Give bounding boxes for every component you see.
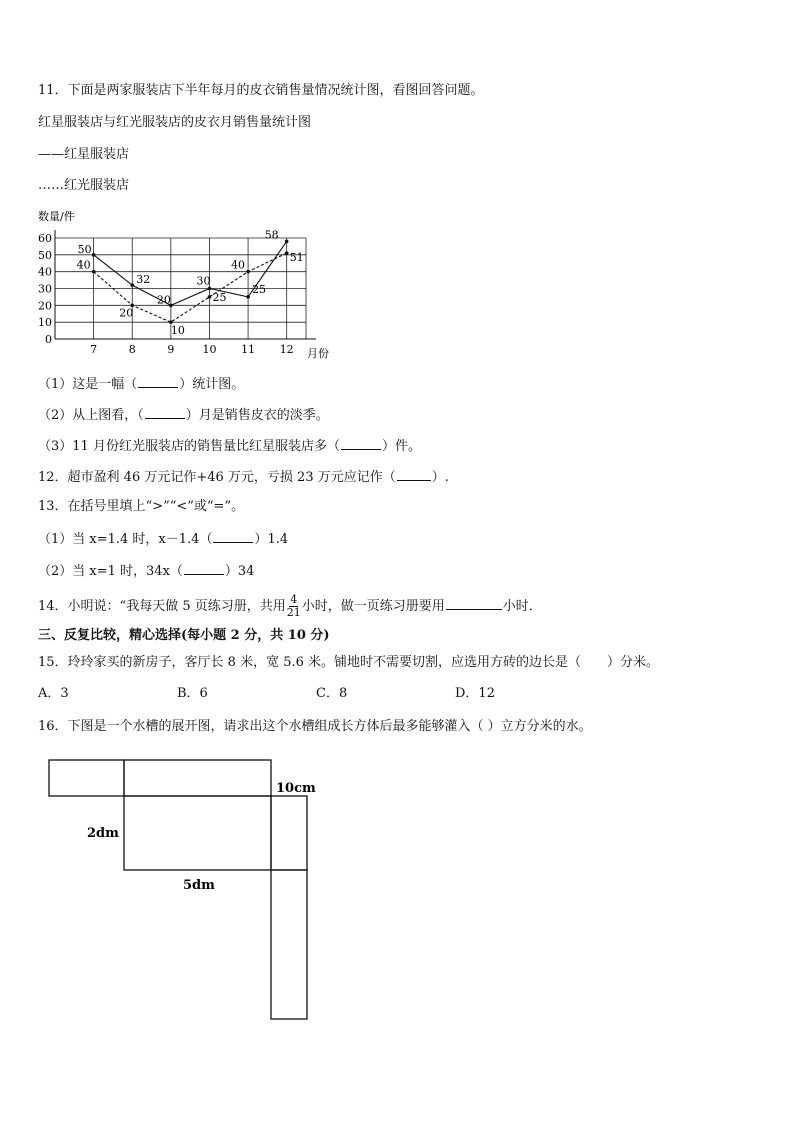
x-tick-label: 12 xyxy=(279,343,294,356)
option-b[interactable]: B．6 xyxy=(177,686,208,701)
q11-sub3-post: ）件。 xyxy=(381,439,421,454)
y-tick-label: 0 xyxy=(45,333,52,346)
data-label: 58 xyxy=(264,228,279,242)
line-chart xyxy=(36,206,346,362)
data-point xyxy=(92,253,96,257)
data-label: 51 xyxy=(289,251,304,265)
legend-dotted: ……红光服装店 xyxy=(38,178,130,193)
q11-sub2-pre: （2）从上图看，（ xyxy=(38,408,144,423)
data-point xyxy=(246,270,250,274)
answer-blank[interactable] xyxy=(184,561,224,575)
q15-options xyxy=(38,685,594,703)
answer-blank[interactable] xyxy=(145,405,185,419)
q12 xyxy=(38,467,449,487)
answer-blank[interactable] xyxy=(446,596,502,610)
x-axis-label: 月份 xyxy=(307,347,329,360)
y-tick-label: 30 xyxy=(38,282,52,296)
data-point xyxy=(285,240,289,244)
x-tick-label: 8 xyxy=(128,343,136,356)
q14-mid: 小时，做一页练习册要用 xyxy=(301,599,445,614)
data-point xyxy=(130,283,134,287)
data-point xyxy=(92,270,96,274)
y-tick-label: 50 xyxy=(38,248,52,262)
section-title: 三、反复比较，精心选择(每小题 2 分，共 10 分) xyxy=(38,628,330,643)
y-tick-label: 20 xyxy=(38,299,52,313)
q11-sub1 xyxy=(38,374,244,394)
net-top-panel xyxy=(124,760,271,796)
x-tick-label: 11 xyxy=(241,343,256,356)
data-label: 25 xyxy=(212,290,227,304)
q11-sub1-pre: （1）这是一幅（ xyxy=(38,377,138,392)
net-base-panel xyxy=(124,796,271,870)
q11-sub2 xyxy=(38,405,329,425)
data-label: 50 xyxy=(77,242,92,256)
label-2dm: 2dm xyxy=(87,826,119,841)
data-label: 30 xyxy=(196,274,211,288)
x-tick-label: 9 xyxy=(167,343,175,356)
answer-blank[interactable] xyxy=(213,529,253,543)
data-point xyxy=(285,251,289,255)
data-label: 40 xyxy=(76,258,91,272)
data-label: 10 xyxy=(170,324,185,338)
chart-data-labels xyxy=(77,228,304,337)
data-point xyxy=(246,295,250,299)
y-axis-label: 数量/件 xyxy=(38,210,75,223)
net-right-panel xyxy=(271,796,307,870)
data-label: 25 xyxy=(252,282,267,296)
data-label: 20 xyxy=(119,306,134,320)
q11-sub1-post: ）统计图。 xyxy=(179,377,245,392)
q12-pre: 12．超市盈利 46 万元记作+46 万元，亏损 23 万元应记作（ xyxy=(38,470,396,485)
y-tick-label: 60 xyxy=(38,232,52,245)
x-tick-label: 7 xyxy=(90,343,98,356)
q11-sub3 xyxy=(38,436,421,456)
option-d[interactable]: D．12 xyxy=(455,686,495,701)
data-point xyxy=(208,295,212,299)
y-tick-label: 10 xyxy=(38,316,52,330)
q13-sub2-pre: （2）当 x=1 时，34x（ xyxy=(38,564,183,579)
fraction-denominator: 21 xyxy=(286,606,301,619)
label-10cm: 10cm xyxy=(276,781,316,796)
chart-title: 红星服装店与红光服装店的皮衣月销售量统计图 xyxy=(38,115,312,130)
net-bottom-panel xyxy=(271,870,307,1019)
q13-sub1-pre: （1）当 x=1.4 时，x－1.4（ xyxy=(38,532,213,547)
answer-blank[interactable] xyxy=(341,436,381,450)
legend-solid: ——红星服装店 xyxy=(38,147,130,162)
q14 xyxy=(38,592,542,622)
q13-sub2-post: ）34 xyxy=(224,564,255,579)
label-5dm: 5dm xyxy=(183,878,215,893)
q14-post: 小时． xyxy=(502,599,542,614)
q14-pre: 14．小明说：“我每天做 5 页练习册，共用 xyxy=(38,599,286,614)
water-tank-net-diagram xyxy=(44,755,334,1025)
q13-stem: 13．在括号里填上“>”“<”或“=”。 xyxy=(38,499,245,514)
q13-sub1-post: ）1.4 xyxy=(254,532,289,547)
q13-sub1 xyxy=(38,529,288,549)
q16-stem: 16．下图是一个水槽的展开图，请求出这个水槽组成长方体后最多能够灌入（ ）立方分米的水。 xyxy=(38,719,592,734)
q15-stem: 15．玲玲家买的新房子，客厅长 8 米，宽 5.6 米。铺地时不需要切割，应选用方砖的边长是（ ）分米。 xyxy=(38,655,660,670)
q11-stem: 11．下面是两家服装店下半年每月的皮衣销售量情况统计图，看图回答问题。 xyxy=(38,83,484,98)
data-label: 32 xyxy=(136,273,151,287)
x-tick-label: 10 xyxy=(202,343,217,356)
q12-post: ）. xyxy=(431,470,449,485)
answer-blank[interactable] xyxy=(397,467,431,481)
data-label: 20 xyxy=(156,293,171,307)
net-top-left-panel xyxy=(49,760,124,796)
data-label: 40 xyxy=(231,258,246,272)
q13-sub2 xyxy=(38,561,254,581)
answer-blank[interactable] xyxy=(138,374,178,388)
option-c[interactable]: C．8 xyxy=(316,686,348,701)
y-tick-label: 40 xyxy=(38,265,52,279)
q11-sub2-post: ）月是销售皮衣的淡季。 xyxy=(185,408,329,423)
fraction-numerator: 4 xyxy=(290,593,298,606)
option-a[interactable]: A．3 xyxy=(38,686,69,701)
q11-sub3-pre: （3）11 月份红光服装店的销售量比红星服装店多（ xyxy=(38,439,340,454)
chart-axes xyxy=(55,230,316,339)
fraction xyxy=(287,594,301,619)
